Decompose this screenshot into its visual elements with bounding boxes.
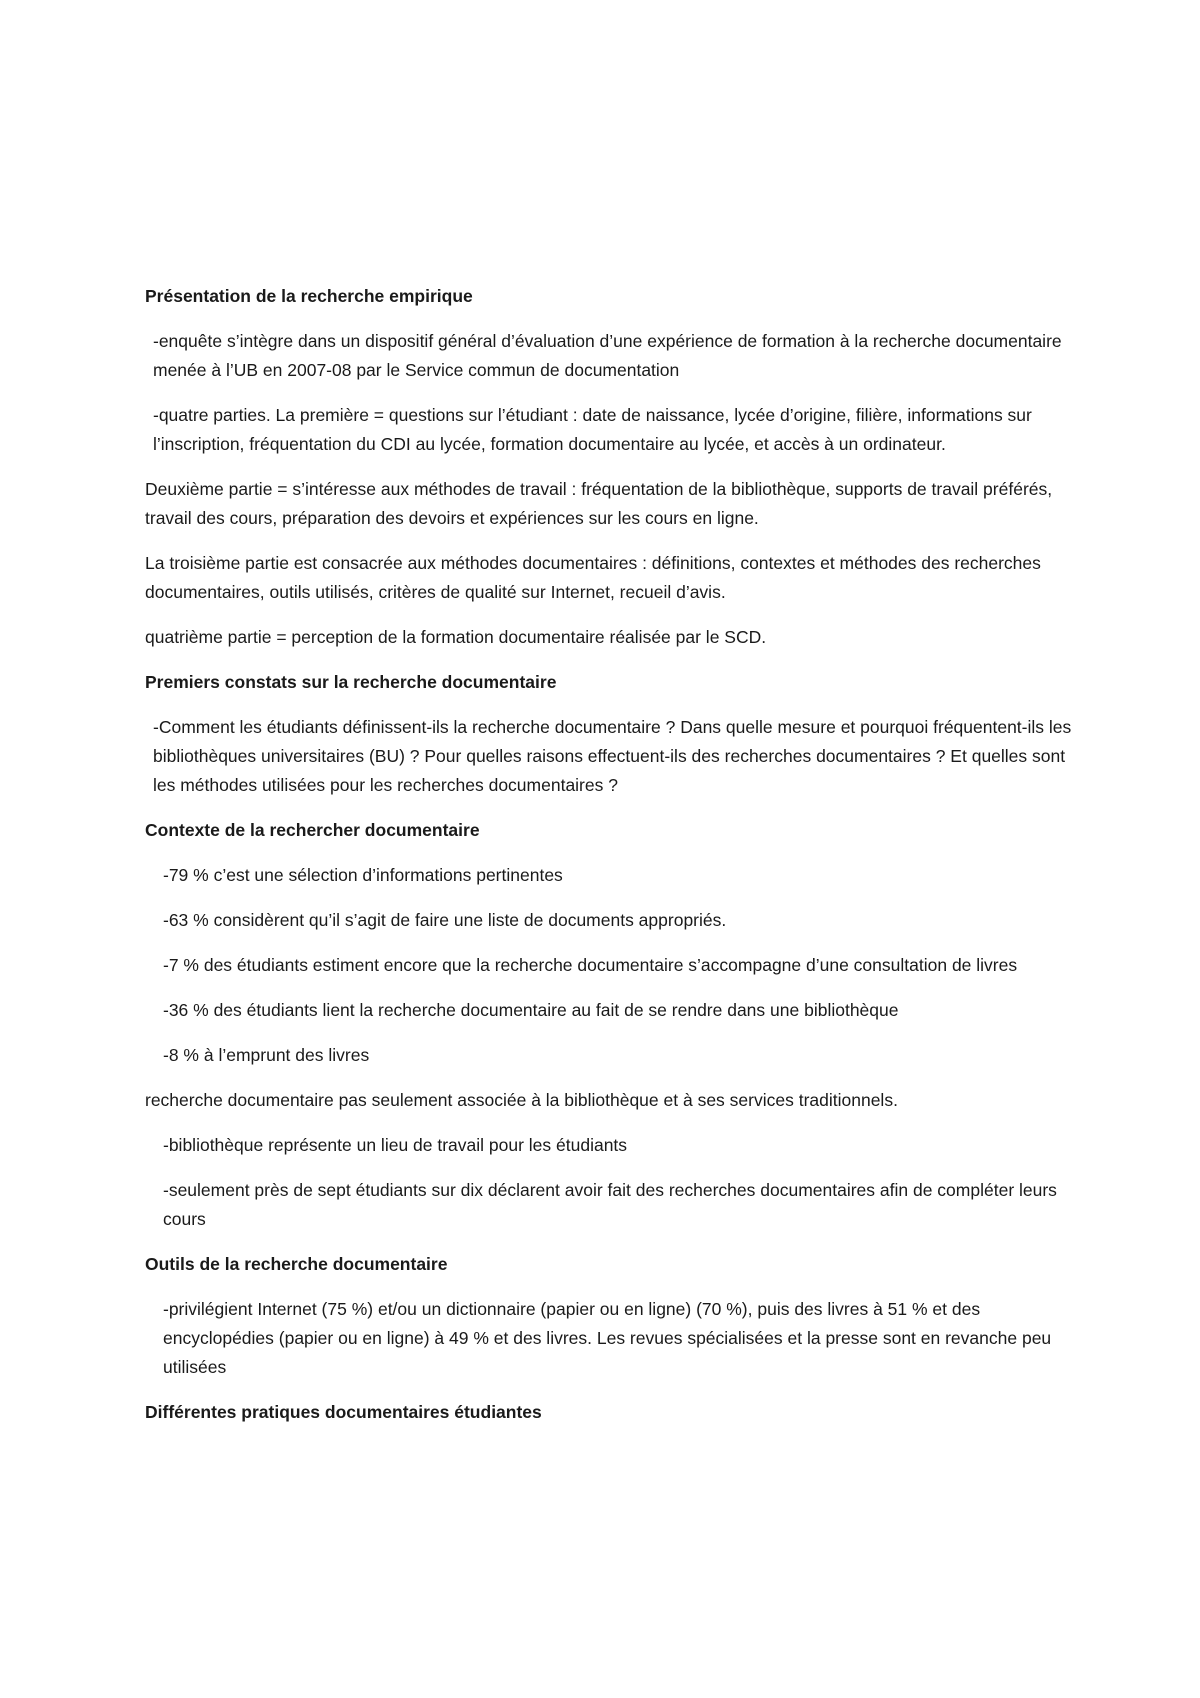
list-item: -7 % des étudiants estiment encore que la recherche documentaire s’accompagne d’une consultation de livres	[163, 955, 1018, 975]
list-item: -privilégient Internet (75 %) et/ou un dictionnaire (papier ou en ligne) (70 %), puis des livres à 51 % et des encyclopédies (papier ou en ligne) à 49 % et des livres. Les revues spécialisées et la presse sont en revanche peu utilisées	[163, 1299, 1052, 1377]
paragraph: -enquête s’intègre dans un dispositif général d’évaluation d’une expérience de formation à la recherche documentaire menée à l’UB en 2007-08 par le Service commun de documentation	[153, 331, 1062, 380]
section-heading: Outils de la recherche documentaire	[145, 1254, 448, 1274]
section-heading: Présentation de la recherche empirique	[145, 286, 473, 306]
document-page	[145, 282, 1075, 1443]
list-item: -79 % c’est une sélection d’informations pertinentes	[163, 865, 563, 885]
section-heading: Différentes pratiques documentaires étudiantes	[145, 1402, 542, 1422]
list-item: -36 % des étudiants lient la recherche documentaire au fait de se rendre dans une bibliothèque	[163, 1000, 899, 1020]
paragraph: La troisième partie est consacrée aux méthodes documentaires : définitions, contextes et méthodes des recherches documentaires, outils utilisés, critères de qualité sur Internet, recueil d’avis.	[145, 553, 1041, 602]
paragraph: recherche documentaire pas seulement associée à la bibliothèque et à ses services traditionnels.	[145, 1090, 898, 1110]
list-item: -seulement près de sept étudiants sur dix déclarent avoir fait des recherches documentaires afin de compléter leurs cours	[163, 1180, 1057, 1229]
paragraph: quatrième partie = perception de la formation documentaire réalisée par le SCD.	[145, 627, 767, 647]
paragraph: -Comment les étudiants définissent-ils la recherche documentaire ? Dans quelle mesure et pourquoi fréquentent-ils les bibliothèques universitaires (BU) ? Pour quelles raisons effectuent-ils des recherches documentaires ? Et quelles sont les méthodes utilisées pour les recherches documentaires ?	[153, 717, 1072, 795]
list-item: -bibliothèque représente un lieu de travail pour les étudiants	[163, 1135, 628, 1155]
list-item: -8 % à l’emprunt des livres	[163, 1045, 370, 1065]
section-heading: Premiers constats sur la recherche documentaire	[145, 672, 557, 692]
paragraph: Deuxième partie = s’intéresse aux méthodes de travail : fréquentation de la bibliothèque, supports de travail préférés, travail des cours, préparation des devoirs et expériences sur les cours en ligne.	[145, 479, 1053, 528]
list-item: -63 % considèrent qu’il s’agit de faire une liste de documents appropriés.	[163, 910, 727, 930]
section-heading: Contexte de la rechercher documentaire	[145, 820, 480, 840]
paragraph: -quatre parties. La première = questions sur l’étudiant : date de naissance, lycée d’origine, filière, informations sur l’inscription, fréquentation du CDI au lycée, formation documentaire au lycée, et accès à un ordinateur.	[153, 405, 1032, 454]
